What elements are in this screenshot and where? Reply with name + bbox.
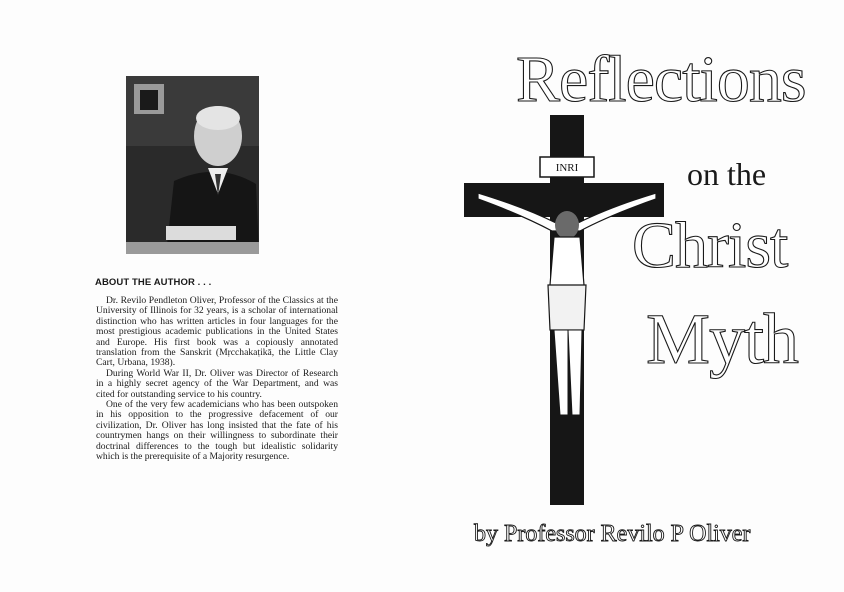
title-line-3: Christ (632, 209, 788, 282)
crucifix-illustration (464, 115, 666, 505)
title-line-1: Reflections (516, 43, 806, 116)
author-byline: by Professor Revilo P Oliver (474, 521, 751, 547)
inri-sign: INRI (555, 162, 579, 174)
front-cover (422, 0, 844, 592)
bio-paragraph: One of the very few academicians who has been outspoken in his opposition to the progressive defacement of our civilization, Dr. Oliver has long insisted that the fate of his countrymen hangs on their willingness to subordinate their doctrinal differences to the tough but idealistic solidarity which is the prerequisite of a Majority resurgence. (96, 399, 338, 463)
author-bio (96, 296, 338, 463)
title-line-4: Myth (646, 299, 799, 379)
about-heading: ABOUT THE AUTHOR . . . (95, 277, 212, 288)
bio-paragraph: Dr. Revilo Pendleton Oliver, Professor of the Classics at the University of Illinois for 32 years, is a scholar of international distinction who has written articles in four languages for the most prestigious academic publications in the United States and Europe. His first book was a copiously annotated translation from the Sanskrit (Mṛcchakaṭikā, the Little Clay Cart, Urbana, 1938). (96, 295, 338, 369)
title-line-2: on the (687, 156, 767, 192)
bio-paragraph: During World War II, Dr. Oliver was Director of Research in a highly secret agency of the War Department, and was cited for outstanding service to his country. (96, 367, 338, 400)
author-photo (126, 76, 259, 254)
